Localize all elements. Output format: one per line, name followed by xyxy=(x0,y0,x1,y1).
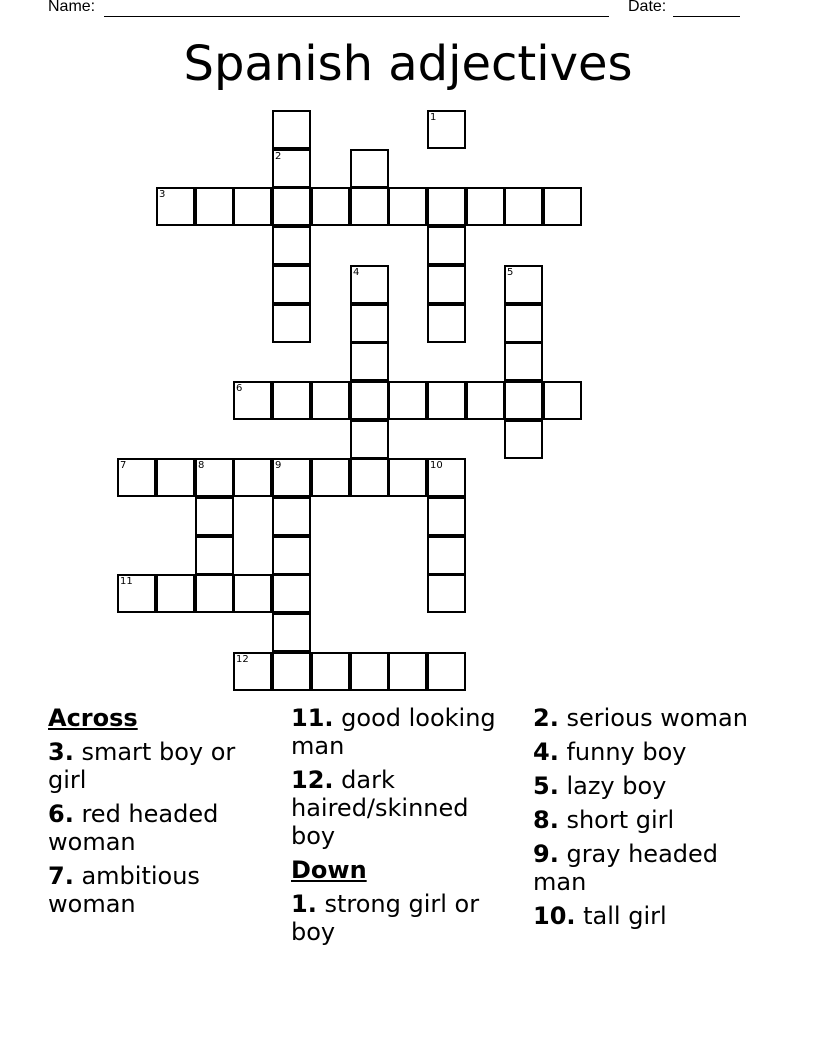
grid-cell[interactable] xyxy=(195,458,234,497)
clue-number-label: 10 xyxy=(430,460,443,471)
clue-down-9 xyxy=(533,840,759,896)
grid-cell[interactable] xyxy=(504,187,543,226)
page-title: Spanish adjectives xyxy=(183,36,633,92)
clue-text: funny boy xyxy=(558,738,687,766)
clue-number: 5. xyxy=(533,772,559,800)
clues-column-1 xyxy=(48,704,274,924)
clue-down-8 xyxy=(533,806,759,834)
grid-cell[interactable] xyxy=(427,110,466,149)
grid-cell[interactable] xyxy=(272,536,311,575)
grid-cell[interactable] xyxy=(427,304,466,343)
clue-number: 12. xyxy=(291,766,334,794)
grid-cell[interactable] xyxy=(388,381,427,420)
clue-number-label: 6 xyxy=(236,383,243,394)
clue-text: red headed woman xyxy=(48,800,219,856)
clue-across-12 xyxy=(291,766,517,850)
clue-across-6 xyxy=(48,800,274,856)
clue-number-label: 4 xyxy=(353,267,360,278)
grid-cell[interactable] xyxy=(156,187,195,226)
grid-cell[interactable] xyxy=(350,187,389,226)
grid-cell[interactable] xyxy=(388,187,427,226)
grid-cell[interactable] xyxy=(504,342,543,381)
grid-cell[interactable] xyxy=(233,652,272,691)
clue-text: good looking man xyxy=(291,704,496,760)
clue-number: 10. xyxy=(533,902,576,930)
clue-text: tall girl xyxy=(575,902,667,930)
clue-number: 2. xyxy=(533,704,559,732)
grid-cell[interactable] xyxy=(427,574,466,613)
clue-number: 1. xyxy=(291,890,317,918)
grid-cell[interactable] xyxy=(427,458,466,497)
grid-cell[interactable] xyxy=(311,187,350,226)
grid-cell[interactable] xyxy=(156,574,195,613)
clue-number: 3. xyxy=(48,738,74,766)
grid-cell[interactable] xyxy=(233,458,272,497)
clues-column-3 xyxy=(533,704,759,936)
grid-cell[interactable] xyxy=(427,497,466,536)
grid-cell[interactable] xyxy=(466,381,505,420)
grid-cell[interactable] xyxy=(504,265,543,304)
clue-number-label: 3 xyxy=(159,189,166,200)
grid-cell[interactable] xyxy=(427,652,466,691)
clue-number-label: 5 xyxy=(507,267,514,278)
name-label: Name: xyxy=(48,0,96,15)
grid-cell[interactable] xyxy=(311,381,350,420)
grid-cell[interactable] xyxy=(350,420,389,459)
grid-cell[interactable] xyxy=(504,304,543,343)
grid-cell[interactable] xyxy=(388,458,427,497)
grid-cell[interactable] xyxy=(543,381,582,420)
clue-text: gray headed man xyxy=(533,840,719,896)
grid-cell[interactable] xyxy=(272,304,311,343)
across-heading: Across xyxy=(48,704,138,732)
grid-cell[interactable] xyxy=(311,652,350,691)
grid-cell[interactable] xyxy=(272,613,311,652)
clue-text: lazy boy xyxy=(558,772,667,800)
clue-number-label: 9 xyxy=(275,460,282,471)
grid-cell[interactable] xyxy=(117,574,156,613)
grid-cell[interactable] xyxy=(272,458,311,497)
grid-cell[interactable] xyxy=(504,381,543,420)
grid-cell[interactable] xyxy=(427,265,466,304)
grid-cell[interactable] xyxy=(427,226,466,265)
clue-number-label: 7 xyxy=(120,460,127,471)
clues-column-2 xyxy=(291,704,517,952)
grid-cell[interactable] xyxy=(117,458,156,497)
clue-number-label: 8 xyxy=(198,460,205,471)
grid-cell[interactable] xyxy=(272,265,311,304)
grid-cell[interactable] xyxy=(272,497,311,536)
clue-number-label: 11 xyxy=(120,576,133,587)
clue-number: 8. xyxy=(533,806,559,834)
grid-cell[interactable] xyxy=(272,110,311,149)
grid-cell[interactable] xyxy=(272,187,311,226)
clue-number-label: 12 xyxy=(236,654,249,665)
clue-number-label: 1 xyxy=(430,112,437,123)
grid-cell[interactable] xyxy=(195,187,234,226)
grid-cell[interactable] xyxy=(233,187,272,226)
grid-cell[interactable] xyxy=(195,574,234,613)
grid-cell[interactable] xyxy=(233,381,272,420)
clue-text: dark haired/skinned boy xyxy=(291,766,469,850)
clue-down-5 xyxy=(533,772,759,800)
grid-cell[interactable] xyxy=(466,187,505,226)
clue-number: 7. xyxy=(48,862,74,890)
clue-text: short girl xyxy=(558,806,675,834)
grid-cell[interactable] xyxy=(350,149,389,188)
clue-down-4 xyxy=(533,738,759,766)
down-heading: Down xyxy=(291,856,367,884)
clue-across-11 xyxy=(291,704,517,760)
grid-cell[interactable] xyxy=(272,574,311,613)
clue-number: 4. xyxy=(533,738,559,766)
clue-number: 9. xyxy=(533,840,559,868)
grid-cell[interactable] xyxy=(272,652,311,691)
grid-cell[interactable] xyxy=(350,458,389,497)
date-label: Date: xyxy=(628,0,667,15)
grid-cell[interactable] xyxy=(272,149,311,188)
grid-cell[interactable] xyxy=(427,187,466,226)
grid-cell[interactable] xyxy=(272,381,311,420)
grid-cell[interactable] xyxy=(233,574,272,613)
grid-cell[interactable] xyxy=(350,652,389,691)
grid-cell[interactable] xyxy=(350,304,389,343)
grid-cell[interactable] xyxy=(427,536,466,575)
grid-cell[interactable] xyxy=(350,265,389,304)
clue-text: ambitious woman xyxy=(48,862,200,918)
grid-cell[interactable] xyxy=(350,342,389,381)
grid-cell[interactable] xyxy=(156,458,195,497)
clue-across-7 xyxy=(48,862,274,918)
clue-text: smart boy or girl xyxy=(48,738,236,794)
clue-number: 6. xyxy=(48,800,74,828)
clue-down-2 xyxy=(533,704,759,732)
grid-cell[interactable] xyxy=(350,381,389,420)
clue-down-10 xyxy=(533,902,759,930)
grid-cell[interactable] xyxy=(427,381,466,420)
grid-cell[interactable] xyxy=(543,187,582,226)
clue-text: strong girl or boy xyxy=(291,890,480,946)
grid-cell[interactable] xyxy=(195,536,234,575)
clue-across-3 xyxy=(48,738,274,794)
grid-cell[interactable] xyxy=(195,497,234,536)
clue-number: 11. xyxy=(291,704,334,732)
grid-cell[interactable] xyxy=(272,226,311,265)
grid-cell[interactable] xyxy=(388,652,427,691)
clue-text: serious woman xyxy=(558,704,748,732)
grid-cell[interactable] xyxy=(504,420,543,459)
grid-cell[interactable] xyxy=(311,458,350,497)
clue-down-1 xyxy=(291,890,517,946)
clue-number-label: 2 xyxy=(275,151,282,162)
